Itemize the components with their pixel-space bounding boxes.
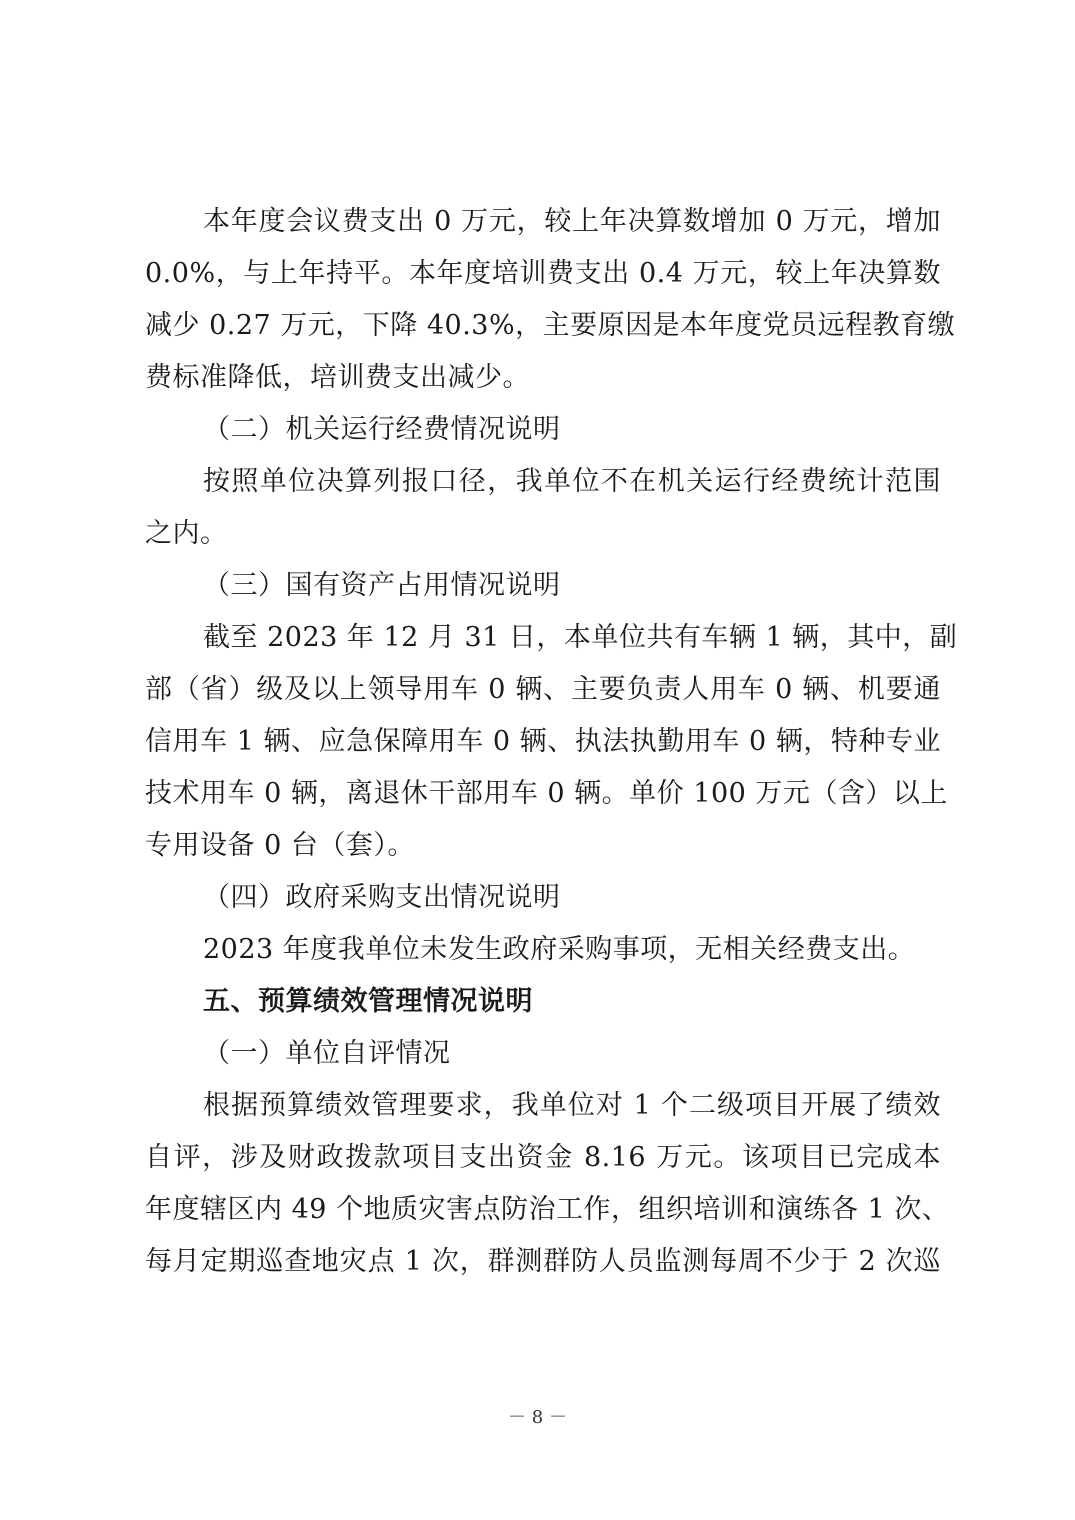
paragraph-line: 专用设备 0 台（套）。 — [145, 830, 415, 861]
paragraph-line: 截至 2023 年 12 月 31 日，本单位共有车辆 1 辆，其中，副 — [203, 622, 958, 653]
section-heading: （二）机关运行经费情况说明 — [203, 414, 561, 445]
paragraph-line: 之内。 — [145, 518, 228, 549]
section-heading: （一）单位自评情况 — [203, 1038, 451, 1069]
paragraph-line: 自评，涉及财政拨款项目支出资金 8.16 万元。该项目已完成本 — [145, 1142, 941, 1173]
paragraph-line: 0.0%，与上年持平。本年度培训费支出 0.4 万元，较上年决算数 — [145, 258, 941, 289]
paragraph-line: 信用车 1 辆、应急保障用车 0 辆、执法执勤用车 0 辆，特种专业 — [145, 726, 941, 757]
paragraph-line: 技术用车 0 辆，离退休干部用车 0 辆。单价 100 万元（含）以上 — [145, 778, 948, 809]
paragraph-line: 2023 年度我单位未发生政府采购事项，无相关经费支出。 — [203, 934, 916, 965]
chapter-heading: 五、预算绩效管理情况说明 — [203, 986, 533, 1017]
paragraph-line: 年度辖区内 49 个地质灾害点防治工作，组织培训和演练各 1 次、 — [145, 1194, 950, 1225]
paragraph-line: 部（省）级及以上领导用车 0 辆、主要负责人用车 0 辆、机要通 — [145, 674, 941, 705]
paragraph-line: 每月定期巡查地灾点 1 次，群测群防人员监测每周不少于 2 次巡 — [145, 1246, 941, 1277]
paragraph-line: 减少 0.27 万元，下降 40.3%，主要原因是本年度党员远程教育缴 — [145, 310, 956, 341]
section-heading: （三）国有资产占用情况说明 — [203, 570, 561, 601]
paragraph-line: 本年度会议费支出 0 万元，较上年决算数增加 0 万元，增加 — [203, 206, 941, 237]
paragraph-line: 费标准降低，培训费支出减少。 — [145, 362, 530, 393]
paragraph-line: 根据预算绩效管理要求，我单位对 1 个二级项目开展了绩效 — [203, 1090, 941, 1121]
paragraph-line: 按照单位决算列报口径，我单位不在机关运行经费统计范围 — [203, 466, 941, 497]
section-heading: （四）政府采购支出情况说明 — [203, 882, 561, 913]
page-number: － 8 － — [508, 1407, 567, 1428]
